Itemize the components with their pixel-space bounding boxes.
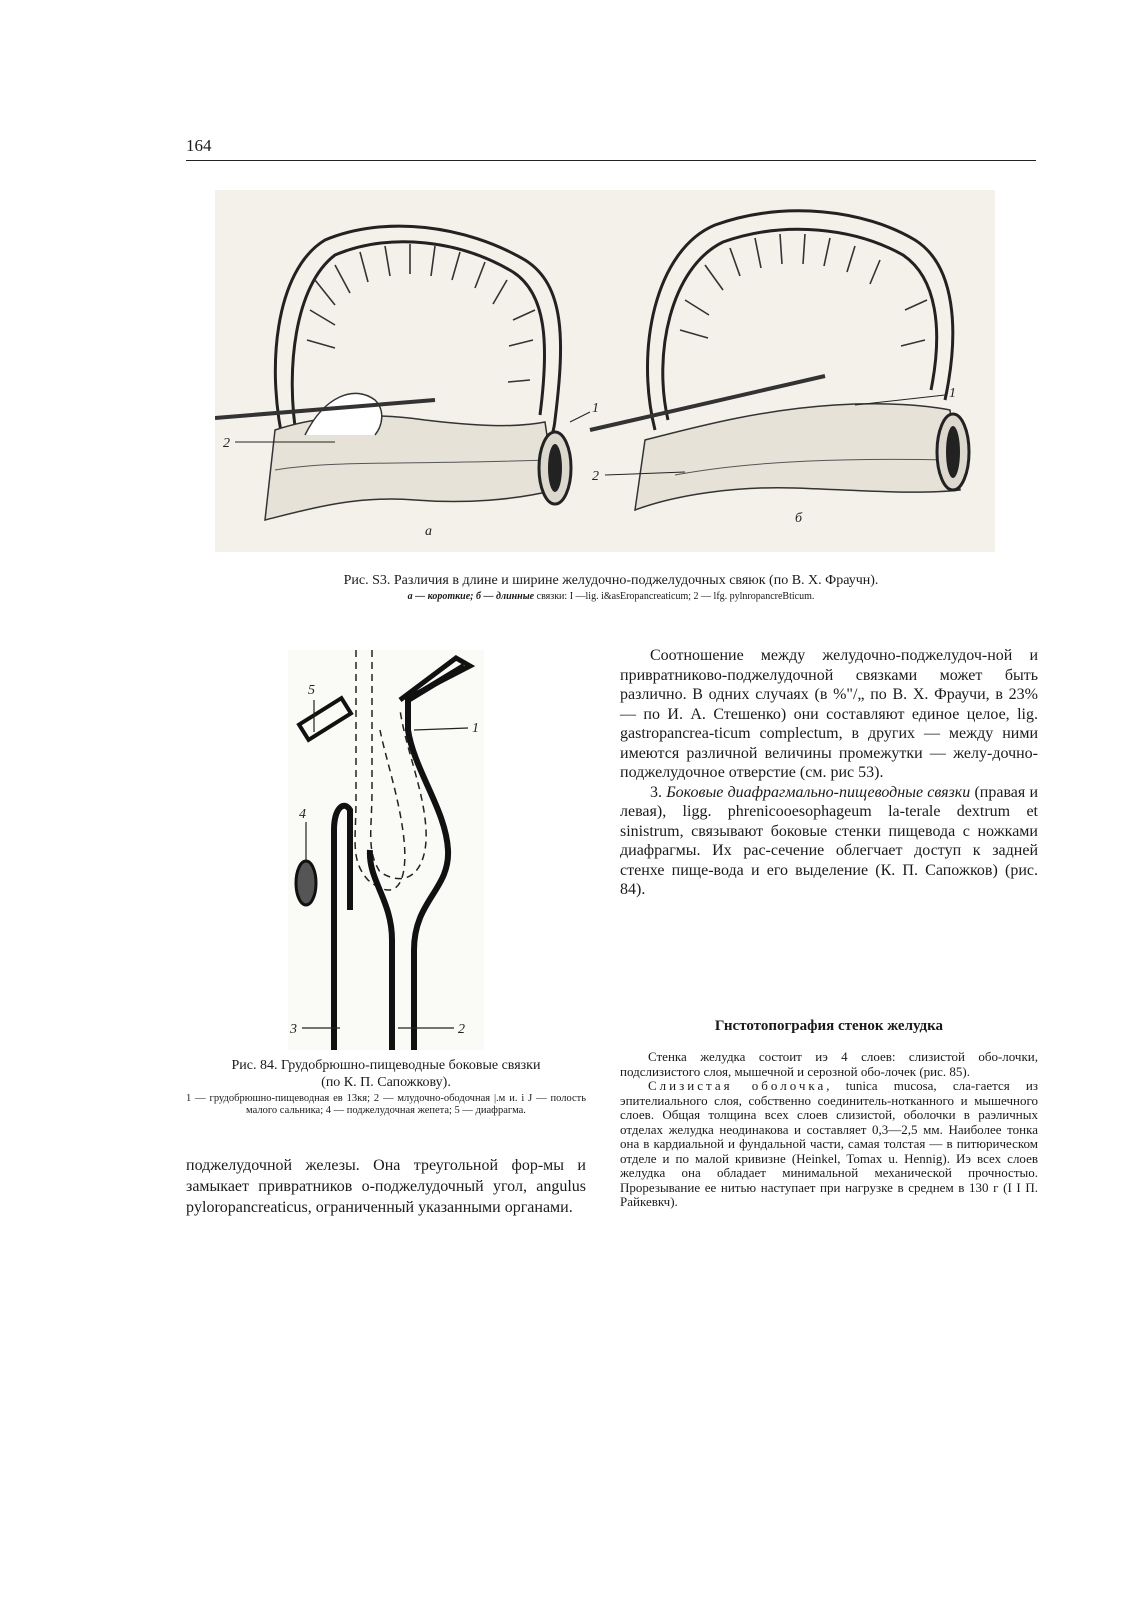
right-column-lower-text [620,1050,1038,1210]
figure-83-legend-ab: а — короткие; б — длинные [407,591,535,602]
header-rule [186,160,1036,161]
fig83-label-1-right: 1 [949,386,956,401]
section-heading: Гнстотопография стенок желудка [714,1018,944,1034]
paragraph-ligament-relation: Соотношение между желудочно-поджелудоч-ной и привратниково-поджелудочной связками может быть различно. В одних случаях (в %"/„ по В. X. Фраучи, в 23% — по И. А. Стешенко) они составляют единое целое, lig. gastropancrea-ticum complectum, в других — между ними имеются различной величины промежутки — желу-дочно-поджелудочное отверстие (см. рис 53). [620,647,1038,781]
paragraph-wall-layers: Стенка желудка состоит иэ 4 слоев: слизистой обо-лочки, подслизистого слоя, мышечной и серозной обо-лочек (рис. 85). [620,1049,1038,1079]
fig84-label-2: 2 [458,1022,465,1037]
figure-84-caption [186,1057,586,1117]
spaced-term: Слизистая оболочка [648,1078,827,1093]
fig83-label-b: б [795,511,803,526]
figure-84 [288,650,484,1050]
fig83-label-2-right: 2 [592,469,599,484]
italic-term: Боковые диафрагмально-пищеводные связки [666,783,971,801]
fig84-label-1: 1 [472,721,479,736]
figure-83-caption-title: Рис. S3. Различия в длине и ширине желудочно-поджелудочных свяюк (по В. X. Фраучн). [343,573,879,588]
paragraph-mucosa [620,1079,1038,1210]
figure-84-caption-title-1: Рис. 84. Грудобрюшно-пищеводные боковые связки [231,1058,541,1073]
paragraph-pancreas: поджелудочной железы. Она треугольной фор-мы и замыкает привратников о-поджелудочный угол, angulus pyloropancreaticus, ограниченный указанными органами. [186,1157,586,1216]
figure-84-caption-title-2: (по К. П. Сапожкову). [321,1075,451,1090]
fig83-label-2-left: 2 [223,436,230,451]
figure-83 [215,190,995,552]
figure-83-caption-legend [186,590,1036,604]
fig84-label-3: 3 [290,1022,297,1037]
figure-83-caption [186,572,1036,604]
paragraph-rest: , tunica mucosa, сла-гается из эпителиального слоя, собственно соединитель-нотканного и мышечного слоев. Общая толщина всех слоев слизистой, оболочки в раэличных отделах желудка неодинакова и составляет 0,3—2,5 мм. Наиболее тонка она в кардиальной и фундальной части, самая толстая — в питюрическом отделе и по малой кривизне (Heinkel, Tomax u. Hennig). Иэ всех слоев желудка она обладает минимальной механической прочностыо. Прорезывание ее нитью наступает при нагрузке в среднем в 130 г (I I П. Райкевкч). [620,1078,1038,1209]
fig83-label-1-left: 1 [592,401,599,416]
right-column-upper-text [620,646,1038,900]
figure-84-caption-legend: 1 — грудобрюшно-пищеводная ев 13кя; 2 — млудочно-ободочная |.м и. i J — полость малого сальника; 4 — поджелудочная жепета; 5 — диафрагма. [186,1093,586,1116]
fig83-label-a: а [425,524,432,539]
item-number: 3. [650,783,667,801]
figure-83-legend-rest: связки: I —lig. i&asEropancreaticum; 2 — lfg. pylnropancreBticum. [534,591,815,602]
paragraph-phrenicoesophageal [620,783,1038,900]
fig84-label-4: 4 [299,807,306,822]
fig84-label-5: 5 [308,683,315,698]
paragraph-rest: (правая и левая), ligg. phrenicooesophageum la-terale dextrum et sinistrum, связывают боковые стенки пищевода с ножками диафрагмы. Их рас-сечение облегчает доступ к задней стенхе пище-вода и его выделение (К. П. Сапожков) (рис. 84). [620,783,1038,898]
page-number: 164 [186,136,212,155]
figure-84-illustration [288,650,484,1050]
left-column-lower-text [186,1155,586,1218]
figure-83-illustration [215,190,995,552]
